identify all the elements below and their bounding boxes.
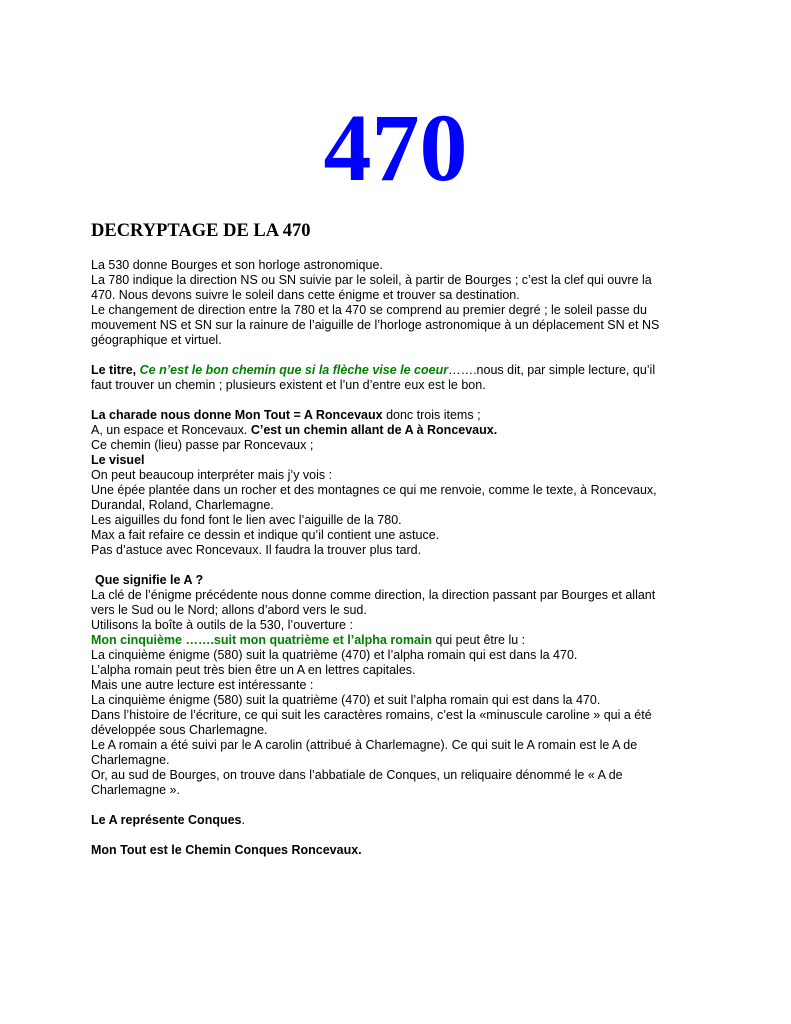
charade-rest: donc trois items ; <box>382 408 481 422</box>
charade-line-3: Ce chemin (lieu) passe par Roncevaux ; <box>91 438 314 452</box>
section-heading: DECRYPTAGE DE LA 470 <box>91 221 311 241</box>
titre-line <box>91 363 711 378</box>
conclusion-1-bold: Le A représente Conques <box>91 813 242 827</box>
signifie-heading: Que signifie le A ? <box>95 573 204 587</box>
signifie-line: vers le Sud ou le Nord; allons d’abord vers le sud. <box>91 603 367 617</box>
signifie-line: Or, au sud de Bourges, on trouve dans l’abbatiale de Conques, un reliquaire dénommé le « A de <box>91 768 623 782</box>
conclusion-1-rest: . <box>241 813 245 827</box>
charade-line2-bold: C’est un chemin allant de A à Roncevaux. <box>250 423 498 437</box>
visuel-heading: Le visuel <box>91 453 145 467</box>
signifie-line: L’alpha romain peut très bien être un A en lettres capitales. <box>91 663 416 677</box>
signifie-green-rest: qui peut être lu : <box>432 633 526 647</box>
paragraph-gap <box>91 828 711 843</box>
paragraph-gap <box>91 348 711 363</box>
signifie-line: Dans l’histoire de l’écriture, ce qui suit les caractères romains, c’est la «minuscule caroline » qui a été <box>91 708 652 722</box>
charade-line2-plain: A, un espace et Roncevaux. <box>91 423 251 437</box>
signifie-line: Mais une autre lecture est intéressante : <box>91 678 314 692</box>
paragraph-gap <box>91 393 711 408</box>
signifie-line: Charlemagne. <box>91 753 170 767</box>
titre-quote: Ce n’est le bon chemin que si la flèche vise le coeur <box>139 363 449 377</box>
intro-line: Le changement de direction entre la 780 et la 470 se comprend au premier degré ; le soleil passe du <box>91 303 647 317</box>
document-body <box>91 258 711 858</box>
visuel-line: On peut beaucoup interpréter mais j’y vois : <box>91 468 333 482</box>
visuel-line: Une épée plantée dans un rocher et des montagnes ce qui me renvoie, comme le texte, à Roncevaux, <box>91 483 657 497</box>
charade-line-2 <box>91 423 711 438</box>
signifie-line: Utilisons la boîte à outils de la 530, l’ouverture : <box>91 618 353 632</box>
intro-line: mouvement NS et SN sur la rainure de l’aiguille de l’horloge astronomique à un déplacement SN et NS <box>91 318 660 332</box>
visuel-line: Durandal, Roland, Charlemagne. <box>91 498 274 512</box>
signifie-line: Le A romain a été suivi par le A carolin (attribué à Charlemagne). Ce qui suit le A romain est le A de <box>91 738 638 752</box>
signifie-line: développée sous Charlemagne. <box>91 723 268 737</box>
conclusion-line-1 <box>91 813 711 828</box>
signifie-line: Charlemagne ». <box>91 783 180 797</box>
titre-line-2: faut trouver un chemin ; plusieurs existent et l’un d’entre eux est le bon. <box>91 378 486 392</box>
intro-line: 470. Nous devons suivre le soleil dans cette énigme et trouver sa destination. <box>91 288 520 302</box>
signifie-green-line <box>91 633 711 648</box>
intro-line: géographique et virtuel. <box>91 333 222 347</box>
signifie-green-bold: Mon cinquième …….suit mon quatrième et l’alpha romain <box>91 633 433 647</box>
titre-rest: …….nous dit, par simple lecture, qu’il <box>448 363 656 377</box>
charade-bold: La charade nous donne Mon Tout = A Roncevaux <box>91 408 383 422</box>
page-title: 470 <box>323 94 468 201</box>
conclusion-line-2: Mon Tout est le Chemin Conques Roncevaux. <box>91 843 362 857</box>
signifie-line: La cinquième énigme (580) suit la quatrième (470) et suit l’alpha romain qui est dans la 470. <box>91 693 601 707</box>
signifie-line: La clé de l’énigme précédente nous donne comme direction, la direction passant par Bourges et allant <box>91 588 656 602</box>
intro-line: La 530 donne Bourges et son horloge astronomique. <box>91 258 383 272</box>
visuel-line: Max a fait refaire ce dessin et indique qu’il contient une astuce. <box>91 528 440 542</box>
intro-line: La 780 indique la direction NS ou SN suivie par le soleil, à partir de Bourges ; c’est la clef qui ouvre la <box>91 273 652 287</box>
paragraph-gap <box>91 798 711 813</box>
visuel-line: Pas d’astuce avec Roncevaux. Il faudra la trouver plus tard. <box>91 543 422 557</box>
paragraph-gap <box>91 558 711 573</box>
charade-line <box>91 408 711 423</box>
visuel-line: Les aiguilles du fond font le lien avec l’aiguille de la 780. <box>91 513 402 527</box>
titre-label: Le titre, <box>91 363 140 377</box>
signifie-line: La cinquième énigme (580) suit la quatrième (470) et l’alpha romain qui est dans la 470. <box>91 648 578 662</box>
